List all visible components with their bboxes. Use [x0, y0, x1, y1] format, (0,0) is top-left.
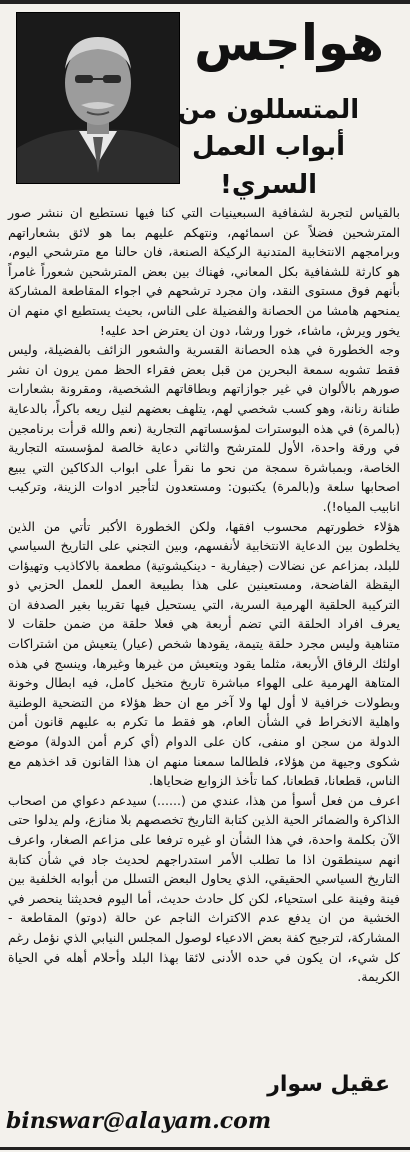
article-headline — [151, 92, 386, 204]
paragraph-3: هؤلاء خطورتهم محسوب افقها، ولكن الخطورة الأكبر تأتي من الذين يخلطون بين الدعاية الانتخابية لأنفسهم، وبين التجني على التاريخ السياسي للبلد، بمزاعم عن نضالات (جيفارية - دينكيشوتية) مطعمة بالاكاذيب وتهيؤات اليقظة الفاضحة، ومستعينين على هذا بطبيعة العمل للعمل الحزبي ذو التركيبة الحلقية الهرمية السرية، التي يستحيل فيها تقريبا بغير الصدفة ان يعرف افراد الحلقة التي تضم أربعة هي فعلا حلقة من ضمن حلقات لا متناهية وليس مجرد حلقة يتيمة، يقودها شخص (عيار) يتعيش من اشتراكات اولئك الرفاق الأربعة، مثلما يقود ويتعيش من غيرها وغيرها، وينسج في هذه المتاهة الهرمية على الهواء مباشرة تاريخ متخيل كامل، فيه ابطال وخونة وبطولات خرافية لا أول لها ولا آخر مع ان حظ هؤلاء من التضحية الوطنية واهلية الانخراط في الشأن العام، هو فقط ما تكرم به عليهم قانون أمن الدولة من سجن او منفى، كان على الدوام (أي كرم أمن الدولة) موضع شكوى وجيهة من هؤلاء، فلطالما سمعنا منهم ان هذا القانون قد اخذهم مع الناس، قطعانا، قطعانا، كما تأخذ الزوابع ضحاياها. — [8, 518, 400, 789]
bottom-rule — [0, 1147, 410, 1150]
paragraph-4: اعرف من فعل أسوأ من هذا، عندي من (......) سيدعم دعواي من اصحاب الذاكرة والضمائر الحية الذين كتابة التاريخ تخصصهم بلا منازع، ولم يدلوا حتى الآن بكلمة واحدة، في هذا الشأن او غيره ترفعا على مزاعم الصغار، واعرف انهم سينطقون اذا ما تطلب الأمر استدراجهم لحديث جاد في شأن كتابة التاريخ السياسي الحقيقي، الذي يحاول البعض التسلل من أبوابه الخلفية بين فينة وفينة على استحياء، لكن كل حادث حديث، أما اليوم فحديثنا ينحصر في الخشية من ان يدفع عدم الاكتراث الناجم عن حالة (دوتو) المقاطعة - المشاركة، لترجيح كفة بعض الادعياء لوصول المجلس النيابي الذي نؤمل رغم كل شيء، ان يكون في حده الأدنى لائقا بهذا البلد وأحلام أهله في الحياة الكريمة. — [8, 792, 400, 985]
headline-line-2: أبواب العمل السري! — [191, 132, 346, 200]
author-email: binswar@alayam.com — [6, 1108, 272, 1134]
headline-line-1: المتسللون من — [177, 95, 360, 125]
article-body — [6, 203, 402, 987]
column-header — [6, 0, 402, 200]
paragraph-1: بالقياس لتجربة لشفافية السبعينيات التي كنا فيها نستطيع ان ننشر صور المترشحين فضلاً عن اسمائهم، ونتهكم عليهم بما هو لائق بشعاراتهم وبرامجهم الانتخابية المتدنية الركيكة الصنعة، فان حالنا مع مترشحي اليوم، هو كارثة للشفافية بكل المعاني، فهناك بين بعض المترشحين شعوراً غامراً بأنهم فوق مستوى النقد، وان مجرد ترشحهم في اجواء المقاطعة المشاركة يمنحهم هامشا من الحصانة والفضيلة على الناس، بحيث يستطيع اي منهم ان يخور ويرش، ماشاء، خورا ورشا، دون ان يعترض احد عليه! — [8, 205, 400, 338]
author-name: عقيل سوار — [267, 1072, 390, 1097]
paragraph-2: وجه الخطورة في هذه الحصانة القسرية والشعور الزائف بالفضيلة، وليس فقط تشويه سمعة البحرين من قبل بعض فقراء الحظ ممن يرون ان نشر صورهم بالألوان في غير جوازاتهم وبطاقاتهم الشخصية، ومقرونة بشعارات طنانة رنانة، وهو كسب شخصي لهم، يتلهف بعضهم لنيل ريعه باكراً، بالدعاية (بالمرة) في هذه البوسترات لمؤسساتهم التجارية (نعم والله قرأت برنامجين في ورقة واحدة، الأول للمترشح والثاني دعاية خالصة لمؤسسته التجارية الخاصة، وبمباشرة سمجة من نحو ما نقرأ على ابواب الدكاكين التي يبيع اصحابها سلعة و(بالمرة) يكتبون: ومستعدون لتأجير ادوات الزينة، وتركيب انابيب المياه!). — [8, 342, 400, 514]
column-name: هواجس — [194, 14, 384, 72]
